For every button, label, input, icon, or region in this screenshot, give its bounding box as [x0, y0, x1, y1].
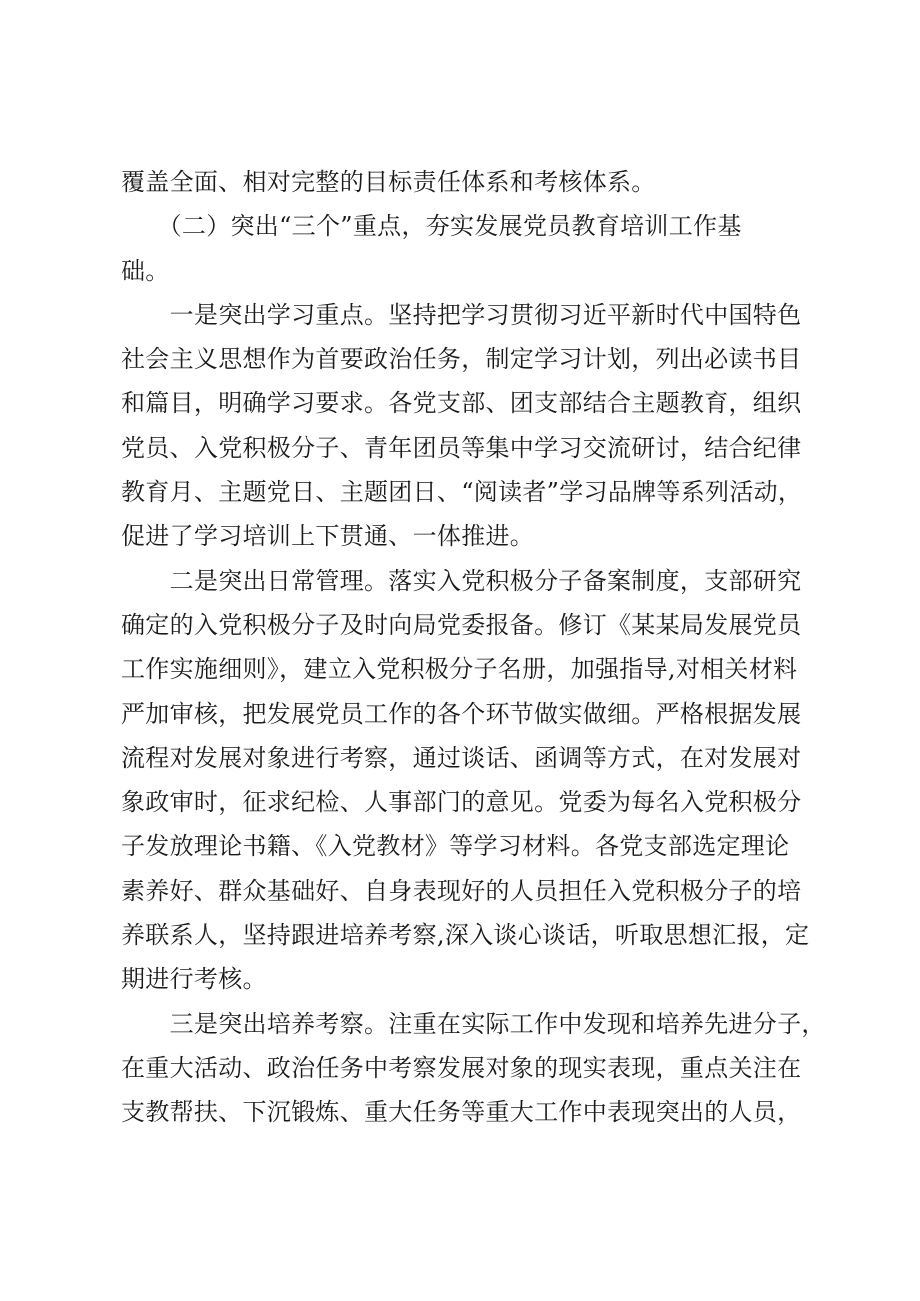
- text-line: 养联系人，坚持跟进培养考察,深入谈心谈话，听取思想汇报，定: [121, 921, 810, 950]
- paragraph-first-line: 一是突出学习重点。坚持把学习贯彻习近平新时代中国特色: [121, 300, 802, 329]
- text-line: 教育月、主题党日、主题团日、“阅读者”学习品牌等系列活动，: [121, 478, 803, 507]
- paragraph-first-line: 三是突出培养考察。注重在实际工作中发现和培养先进分子，: [121, 1009, 826, 1038]
- document-body: [121, 160, 826, 1135]
- text-line: 子发放理论书籍、《入党教材》等学习材料。各党支部选定理论: [121, 832, 790, 861]
- text-line: 严加审核，把发展党员工作的各个环节做实做细。严格根据发展: [121, 699, 802, 728]
- section-heading: （二）突出“三个”重点，夯实发展党员教育培训工作基: [121, 212, 742, 241]
- text-line: 素养好、群众基础好、自身表现好的人员担任入党积极分子的培: [121, 876, 802, 905]
- text-line: 础。: [121, 256, 170, 285]
- text-line: 在重大活动、政治任务中考察发展对象的现实表现，重点关注在: [121, 1053, 802, 1082]
- text-line: 期进行考核。: [121, 965, 267, 994]
- text-line: 确定的入党积极分子及时向局党委报备。修订《某某局发展党员: [121, 610, 802, 639]
- text-line: 社会主义思想作为首要政治任务，制定学习计划，列出必读书目: [121, 345, 802, 374]
- text-line: 覆盖全面、相对完整的目标责任体系和考核体系。: [121, 168, 656, 196]
- text-line: 支教帮扶、下沉锻炼、重大任务等重大工作中表现突出的人员，: [121, 1098, 802, 1127]
- text-line: 流程对发展对象进行考察，通过谈话、函调等方式，在对发展对: [121, 743, 802, 772]
- text-line: 工作实施细则》，建立入党积极分子名册，加强指导,对相关材料: [121, 655, 798, 684]
- paragraph-first-line: 二是突出日常管理。落实入党积极分子备案制度，支部研究: [121, 566, 802, 595]
- text-line: 党员、入党积极分子、青年团员等集中学习交流研讨，结合纪律: [121, 433, 802, 462]
- text-line: 促进了学习培训上下贯通、一体推进。: [121, 522, 535, 551]
- text-line: 象政审时，征求纪检、人事部门的意见。党委为每名入党积极分: [121, 788, 802, 817]
- text-line: 和篇目，明确学习要求。各党支部、团支部结合主题教育，组织: [121, 389, 802, 418]
